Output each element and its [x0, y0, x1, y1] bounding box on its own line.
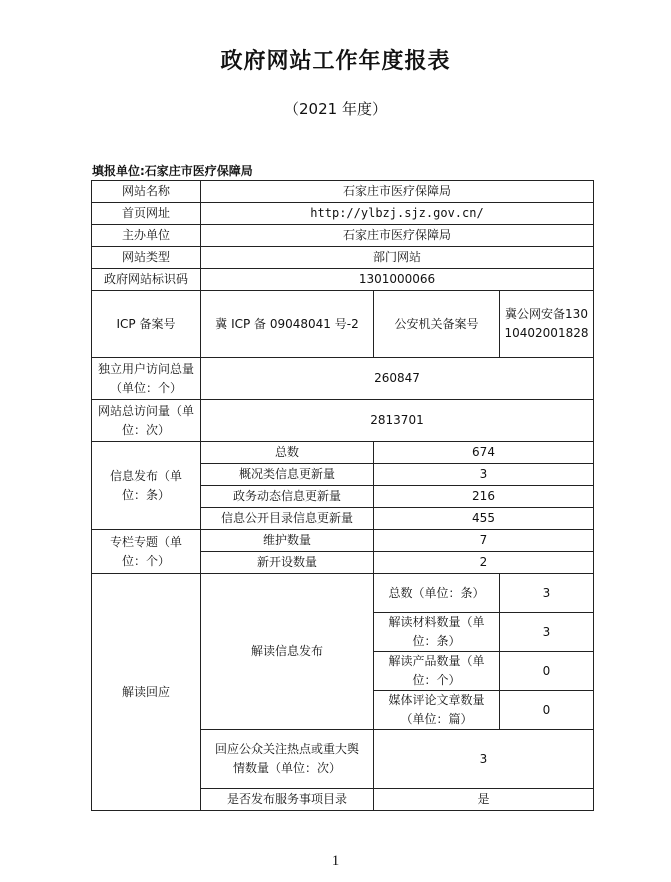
column-item-label: 维护数量	[201, 530, 374, 552]
interpret-item-value: 0	[500, 691, 594, 730]
site-type-label: 网站类型	[92, 247, 201, 269]
site-name-value: 石家庄市医疗保障局	[201, 181, 594, 203]
table-row	[92, 400, 594, 442]
info-item-label: 信息公开目录信息更新量	[201, 508, 374, 530]
info-item-value: 674	[374, 442, 594, 464]
table-row	[92, 442, 594, 464]
info-release-label: 信息发布（单位：条）	[92, 442, 201, 530]
info-item-value: 216	[374, 486, 594, 508]
home-url-label: 首页网址	[92, 203, 201, 225]
interpret-item-label: 媒体评论文章数量（单位：篇）	[374, 691, 500, 730]
pv-value: 2813701	[201, 400, 594, 442]
interpret-label: 解读回应	[92, 574, 201, 811]
host-unit-label: 主办单位	[92, 225, 201, 247]
interpret-item-label: 解读材料数量（单位：条）	[374, 613, 500, 652]
interpret-release-label: 解读信息发布	[201, 574, 374, 730]
table-row	[92, 203, 594, 225]
info-item-label: 概况类信息更新量	[201, 464, 374, 486]
interpret-item-value: 3	[500, 574, 594, 613]
page-number: 1	[331, 853, 340, 869]
uv-value: 260847	[201, 358, 594, 400]
hotspot-label: 回应公众关注热点或重大舆情数量（单位：次）	[201, 730, 374, 789]
police-record-label: 公安机关备案号	[374, 291, 500, 358]
service-catalog-label: 是否发布服务事项目录	[201, 789, 374, 811]
interpret-item-label: 解读产品数量（单位：个）	[374, 652, 500, 691]
table-row	[92, 530, 594, 552]
interpret-item-value: 3	[500, 613, 594, 652]
uv-label: 独立用户访问总量（单位：个）	[92, 358, 201, 400]
table-row	[92, 225, 594, 247]
report-table	[91, 180, 594, 811]
home-url-value: http://ylbzj.sjz.gov.cn/	[201, 203, 594, 225]
host-unit-value: 石家庄市医疗保障局	[201, 225, 594, 247]
report-title: 政府网站工作年度报表	[220, 49, 451, 74]
info-item-value: 3	[374, 464, 594, 486]
table-row	[92, 574, 594, 613]
report-year: （2021 年度）	[284, 100, 387, 118]
service-catalog-value: 是	[374, 789, 594, 811]
table-row	[92, 269, 594, 291]
interpret-item-label: 总数（单位：条）	[374, 574, 500, 613]
hotspot-value: 3	[374, 730, 594, 789]
table-row	[92, 181, 594, 203]
table-row	[92, 291, 594, 358]
column-item-label: 新开设数量	[201, 552, 374, 574]
site-id-value: 1301000066	[201, 269, 594, 291]
icp-label: ICP 备案号	[92, 291, 201, 358]
filling-unit: 填报单位:石家庄市医疗保障局	[92, 164, 253, 178]
info-item-label: 政务动态信息更新量	[201, 486, 374, 508]
column-item-value: 2	[374, 552, 594, 574]
column-topic-label: 专栏专题（单位：个）	[92, 530, 201, 574]
info-item-value: 455	[374, 508, 594, 530]
police-record-value: 冀公网安备13010402001828	[500, 291, 594, 358]
table-row	[92, 358, 594, 400]
site-type-value: 部门网站	[201, 247, 594, 269]
column-item-value: 7	[374, 530, 594, 552]
interpret-item-value: 0	[500, 652, 594, 691]
info-item-label: 总数	[201, 442, 374, 464]
site-id-label: 政府网站标识码	[92, 269, 201, 291]
pv-label: 网站总访问量（单位：次）	[92, 400, 201, 442]
site-name-label: 网站名称	[92, 181, 201, 203]
icp-value: 冀 ICP 备 09048041 号-2	[201, 291, 374, 358]
table-row	[92, 247, 594, 269]
